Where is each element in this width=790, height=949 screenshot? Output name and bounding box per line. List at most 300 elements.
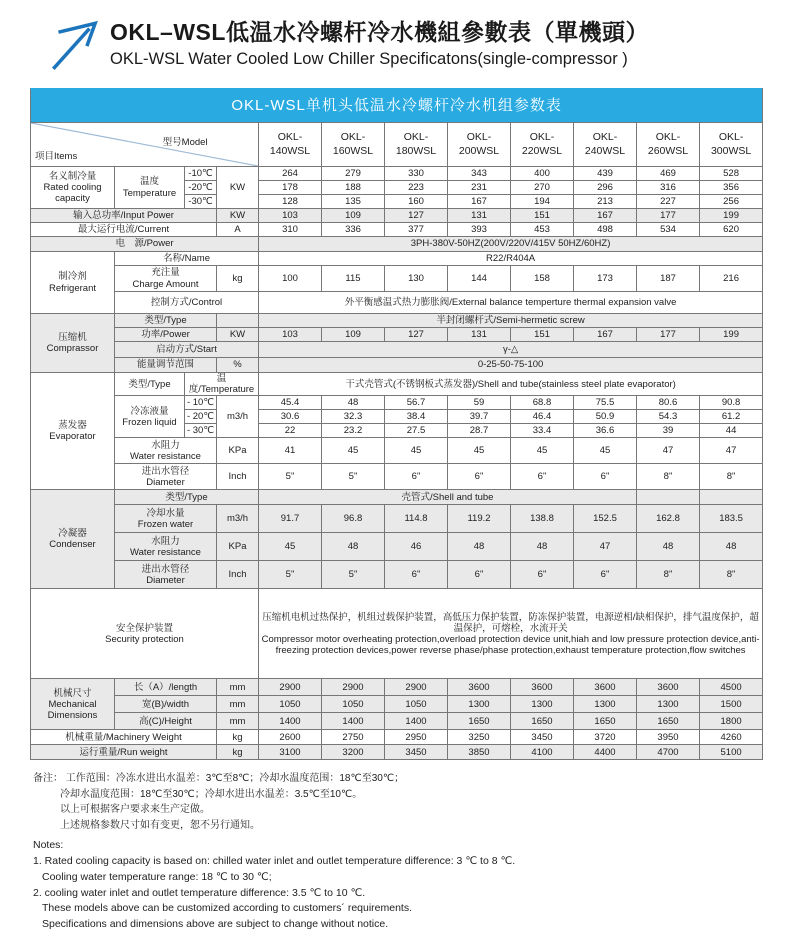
unit-cell: % bbox=[217, 358, 259, 373]
value-cell: 223 bbox=[385, 181, 448, 195]
label-condenser-type: 类型/Type bbox=[115, 490, 259, 505]
label-zh: 冷冻液量 bbox=[130, 405, 169, 417]
label-en: Charge Amount bbox=[132, 278, 199, 290]
note-line: Cooling water temperature range: 18 ℃ to 30 ℃; bbox=[42, 870, 272, 883]
value-cell: 5" bbox=[259, 561, 322, 589]
label-en: Temperature bbox=[122, 187, 177, 199]
unit-cell: Inch bbox=[217, 561, 259, 589]
value-cell: 130 bbox=[385, 266, 448, 292]
temp-label: -30℃ bbox=[185, 195, 217, 209]
value-cell: 1050 bbox=[322, 696, 385, 713]
model-header bbox=[448, 123, 511, 167]
model-top: OKL- bbox=[466, 130, 492, 143]
row-condenser-type bbox=[31, 490, 763, 505]
value-cell: 3720 bbox=[574, 730, 637, 745]
page-title-en: OKL-WSL Water Cooled Low Chiller Specificatons(single-compressor ) bbox=[110, 50, 628, 68]
row-charge-amount bbox=[31, 266, 763, 292]
unit-cell: KPa bbox=[217, 438, 259, 464]
value-cell: 4100 bbox=[511, 745, 574, 760]
unit-cell: mm bbox=[217, 696, 259, 713]
label-run-weight: 运行重量/Run weight bbox=[31, 745, 217, 760]
value-cell: 100 bbox=[259, 266, 322, 292]
value-cell: 213 bbox=[574, 195, 637, 209]
value-cell: 135 bbox=[322, 195, 385, 209]
value-cell: 103 bbox=[259, 209, 322, 223]
control-value: 外平衡感温式热力膨胀阀/External balance temperture thermal expansion valve bbox=[259, 292, 763, 314]
value-cell: 2950 bbox=[385, 730, 448, 745]
label-zh: 温度 bbox=[139, 176, 159, 188]
value-cell: 80.6 bbox=[637, 396, 700, 410]
label-current: 最大运行电流/Current bbox=[31, 223, 217, 237]
value-cell: 3600 bbox=[637, 679, 700, 696]
value-cell: 1300 bbox=[574, 696, 637, 713]
unit-cell: kg bbox=[217, 745, 259, 760]
section-label-zh: 蒸发器 bbox=[58, 420, 87, 431]
condenser-type-value: 壳管式/Shell and tube bbox=[259, 490, 637, 505]
model-top: OKL- bbox=[529, 130, 555, 143]
label-evap-diameter bbox=[115, 464, 217, 490]
label-evaporator-temp: 温度/Temperature bbox=[185, 373, 259, 396]
value-cell: 3250 bbox=[448, 730, 511, 745]
value-cell: 47 bbox=[637, 438, 700, 464]
row-cond-diameter bbox=[31, 561, 763, 589]
value-cell: 187 bbox=[637, 266, 700, 292]
row-refrigerant-name bbox=[31, 252, 763, 266]
label-height: 高(C)/Height bbox=[115, 713, 217, 730]
value-cell: 103 bbox=[259, 328, 322, 342]
value-cell: 178 bbox=[259, 181, 322, 195]
value-cell: 22 bbox=[259, 424, 322, 438]
value-cell: 3600 bbox=[574, 679, 637, 696]
unit-cell: KW bbox=[217, 167, 259, 209]
value-cell: 439 bbox=[574, 167, 637, 181]
section-dimensions bbox=[31, 679, 115, 730]
note-line: 冷却水温度范围：18℃至30℃；冷却水进出水温差：3.5℃至10℃。 bbox=[60, 788, 363, 800]
value-cell: 2750 bbox=[322, 730, 385, 745]
value-cell: 48 bbox=[322, 533, 385, 561]
value-cell: 183.5 bbox=[700, 505, 763, 533]
unit-cell: mm bbox=[217, 713, 259, 730]
value-cell: 6" bbox=[511, 464, 574, 490]
section-label-zh: 机械尺寸 bbox=[53, 687, 92, 699]
value-cell: 5" bbox=[259, 464, 322, 490]
model-header bbox=[574, 123, 637, 167]
label-en: Diameter bbox=[146, 476, 185, 488]
label-zh: 水阻力 bbox=[151, 439, 180, 451]
temp-label: -20℃ bbox=[185, 181, 217, 195]
value-cell: 6" bbox=[574, 464, 637, 490]
model-label: 型号Model bbox=[162, 137, 208, 148]
note-line: These models above can be customized according to customers´ requirements. bbox=[42, 902, 413, 915]
value-cell: 44 bbox=[700, 424, 763, 438]
value-cell: 400 bbox=[511, 167, 574, 181]
section-label-zh: 冷凝器 bbox=[58, 528, 87, 540]
value-cell: 23.2 bbox=[322, 424, 385, 438]
value-cell: 1400 bbox=[322, 713, 385, 730]
value-cell: 1650 bbox=[574, 713, 637, 730]
title-block bbox=[110, 12, 649, 69]
value-cell: 279 bbox=[322, 167, 385, 181]
label-en: Diameter bbox=[146, 574, 185, 586]
note-line: 以上可根据客户要求来生产定做。 bbox=[60, 804, 210, 816]
row-table-header bbox=[31, 123, 763, 167]
label-en: Water resistance bbox=[130, 450, 201, 462]
label-en: Frozen liquid bbox=[122, 416, 177, 428]
value-cell: 1400 bbox=[385, 713, 448, 730]
model-header bbox=[385, 123, 448, 167]
unit-cell: KW bbox=[217, 209, 259, 223]
value-cell: 4700 bbox=[637, 745, 700, 760]
section-compressor bbox=[31, 314, 115, 373]
label-machinery-weight: 机械重量/Machinery Weight bbox=[31, 730, 217, 745]
value-cell: 45 bbox=[385, 438, 448, 464]
section-label-zh: 制冷剂 bbox=[58, 271, 87, 283]
value-cell: 5" bbox=[322, 464, 385, 490]
note-line: 备注： 工作范围：冷冻水进出水温差：3℃至8℃；冷却水温度范围：18℃至30℃； bbox=[33, 773, 405, 785]
value-cell: 2900 bbox=[385, 679, 448, 696]
row-evap-water-resistance bbox=[31, 438, 763, 464]
value-cell: 45 bbox=[448, 438, 511, 464]
value-cell: 4260 bbox=[700, 730, 763, 745]
brand-logo bbox=[44, 12, 106, 74]
value-cell: 1300 bbox=[637, 696, 700, 713]
value-cell: 152.5 bbox=[574, 505, 637, 533]
value-cell: 199 bbox=[700, 328, 763, 342]
section-condenser bbox=[31, 490, 115, 589]
label-temperature bbox=[115, 167, 185, 209]
label-frozen-liquid bbox=[115, 396, 185, 438]
value-cell: 6" bbox=[574, 561, 637, 589]
row-control bbox=[31, 292, 763, 314]
row-frozen-liquid-minus10 bbox=[31, 396, 763, 410]
label-evap-water-resistance bbox=[115, 438, 217, 464]
label-power-supply: 电 源/Power bbox=[31, 237, 259, 252]
label-zh: 进出水管径 bbox=[141, 563, 190, 575]
row-evap-diameter bbox=[31, 464, 763, 490]
value-cell: 534 bbox=[637, 223, 700, 237]
value-cell: 393 bbox=[448, 223, 511, 237]
empty-cell bbox=[637, 490, 700, 505]
value-cell: 48 bbox=[637, 533, 700, 561]
label-compressor-power: 功率/Power bbox=[115, 328, 217, 342]
unit-cell: Inch bbox=[217, 464, 259, 490]
value-cell: 91.7 bbox=[259, 505, 322, 533]
model-top: OKL- bbox=[277, 130, 303, 143]
value-cell: 38.4 bbox=[385, 410, 448, 424]
value-cell: 199 bbox=[700, 209, 763, 223]
label-start-mode: 启动方式/Start bbox=[115, 342, 259, 358]
value-cell: 47 bbox=[574, 533, 637, 561]
row-security-protection bbox=[31, 589, 763, 679]
value-cell: 39.7 bbox=[448, 410, 511, 424]
value-cell: 264 bbox=[259, 167, 322, 181]
value-cell: 167 bbox=[574, 209, 637, 223]
model-bottom: 180WSL bbox=[395, 144, 437, 157]
label-en: Water resistance bbox=[130, 546, 201, 558]
value-cell: 109 bbox=[322, 328, 385, 342]
model-header bbox=[322, 123, 385, 167]
page-title-zh: OKL–WSL低温水冷螺杆冷水機組參數表（單機頭） bbox=[110, 19, 649, 45]
value-cell: 41 bbox=[259, 438, 322, 464]
label-zh: 充注量 bbox=[151, 267, 180, 279]
value-cell: 6" bbox=[448, 561, 511, 589]
section-label-en: Evaporator bbox=[49, 431, 96, 443]
value-cell: 151 bbox=[511, 328, 574, 342]
section-label-en: Mechanical Dimensions bbox=[47, 698, 98, 721]
label-control: 控制方式/Control bbox=[115, 292, 259, 314]
label-refrigerant-name: 名称/Name bbox=[115, 252, 259, 266]
value-cell: 2900 bbox=[259, 679, 322, 696]
label-cooling-water bbox=[115, 505, 217, 533]
row-current bbox=[31, 223, 763, 237]
section-label-en: Rated cooling capacity bbox=[43, 181, 102, 205]
value-cell: 48 bbox=[448, 533, 511, 561]
unit-cell: kg bbox=[217, 266, 259, 292]
value-cell: 3950 bbox=[637, 730, 700, 745]
corner-cell bbox=[31, 123, 259, 167]
temp-label: - 20℃ bbox=[185, 410, 217, 424]
temp-label: - 30℃ bbox=[185, 424, 217, 438]
value-cell: 6" bbox=[511, 561, 574, 589]
section-rated-cooling bbox=[31, 167, 115, 209]
value-cell: 1300 bbox=[448, 696, 511, 713]
value-cell: 45 bbox=[511, 438, 574, 464]
value-cell: 336 bbox=[322, 223, 385, 237]
value-cell: 45 bbox=[322, 438, 385, 464]
model-bottom: 160WSL bbox=[332, 144, 374, 157]
value-cell: 167 bbox=[448, 195, 511, 209]
value-cell: 3200 bbox=[322, 745, 385, 760]
value-cell: 1400 bbox=[259, 713, 322, 730]
notes-zh bbox=[33, 771, 790, 833]
value-cell: 231 bbox=[448, 181, 511, 195]
start-mode-value: γ-△ bbox=[259, 342, 763, 358]
unit-cell: KW bbox=[217, 328, 259, 342]
model-top: OKL- bbox=[592, 130, 618, 143]
value-cell: 46.4 bbox=[511, 410, 574, 424]
note-line: Notes: bbox=[33, 839, 64, 852]
temp-label: -10℃ bbox=[185, 167, 217, 181]
temp-label: - 10℃ bbox=[185, 396, 217, 410]
arrow-up-right-icon bbox=[44, 12, 106, 74]
value-cell: 138.8 bbox=[511, 505, 574, 533]
section-label-en: Refrigerant bbox=[49, 282, 96, 294]
model-bottom: 140WSL bbox=[269, 144, 311, 157]
spec-table bbox=[30, 88, 763, 760]
unit-cell: KPa bbox=[217, 533, 259, 561]
model-bottom: 300WSL bbox=[710, 144, 752, 157]
evaporator-type-value: 干式壳管式(不锈钢板式蒸发器)/Shell and tube(stainless steel plate evaporator) bbox=[259, 373, 763, 396]
value-cell: 3600 bbox=[511, 679, 574, 696]
model-bottom: 240WSL bbox=[584, 144, 626, 157]
value-cell: 45.4 bbox=[259, 396, 322, 410]
value-cell: 3600 bbox=[448, 679, 511, 696]
label-input-power: 输入总功率/Input Power bbox=[31, 209, 217, 223]
notes-en bbox=[33, 838, 790, 933]
section-refrigerant bbox=[31, 252, 115, 314]
row-length bbox=[31, 679, 763, 696]
label-en: Frozen water bbox=[137, 518, 194, 530]
label-security-protection bbox=[31, 589, 259, 679]
row-banner bbox=[31, 89, 763, 123]
model-top: OKL- bbox=[340, 130, 366, 143]
table-banner: OKL-WSL单机头低温水冷螺杆冷水机组参数表 bbox=[31, 89, 763, 123]
items-label: 项目Items bbox=[35, 150, 78, 162]
value-cell: 119.2 bbox=[448, 505, 511, 533]
value-cell: 5100 bbox=[700, 745, 763, 760]
model-top: OKL- bbox=[403, 130, 429, 143]
value-cell: 8" bbox=[700, 464, 763, 490]
label-zh: 冷却水量 bbox=[146, 507, 185, 519]
value-cell: 56.7 bbox=[385, 396, 448, 410]
security-text-en: Compressor motor overheating protection,overload protection device unit,hiah and low pressure protection device,anti-freezing protection devices,power reverse phase/phase protection,exhaust temperature protection,flow switches bbox=[261, 633, 760, 657]
value-cell: 158 bbox=[511, 266, 574, 292]
value-cell: 498 bbox=[574, 223, 637, 237]
energy-range-value: 0-25-50-75-100 bbox=[259, 358, 763, 373]
label-zh: 水阻力 bbox=[151, 535, 180, 547]
value-cell: 270 bbox=[511, 181, 574, 195]
model-bottom: 200WSL bbox=[458, 144, 500, 157]
value-cell: 1500 bbox=[700, 696, 763, 713]
value-cell: 177 bbox=[637, 209, 700, 223]
value-cell: 194 bbox=[511, 195, 574, 209]
value-cell: 128 bbox=[259, 195, 322, 209]
note-line: 上述规格参数尺寸如有变更，恕不另行通知。 bbox=[60, 819, 260, 831]
unit-cell: A bbox=[217, 223, 259, 237]
value-cell: 75.5 bbox=[574, 396, 637, 410]
value-cell: 144 bbox=[448, 266, 511, 292]
value-cell: 1650 bbox=[511, 713, 574, 730]
label-width: 宽(B)/width bbox=[115, 696, 217, 713]
label-charge-amount bbox=[115, 266, 217, 292]
value-cell: 528 bbox=[700, 167, 763, 181]
label-en: Security protection bbox=[105, 633, 184, 645]
value-cell: 131 bbox=[448, 209, 511, 223]
value-cell: 27.5 bbox=[385, 424, 448, 438]
label-length: 长（A）/length bbox=[115, 679, 217, 696]
value-cell: 45 bbox=[259, 533, 322, 561]
value-cell: 48 bbox=[700, 533, 763, 561]
label-energy-range: 能量调节范围 bbox=[115, 358, 217, 373]
section-label-en: Comprassor bbox=[46, 343, 99, 354]
value-cell: 3850 bbox=[448, 745, 511, 760]
unit-cell: m3/h bbox=[217, 396, 259, 438]
value-cell: 177 bbox=[637, 328, 700, 342]
row-power-supply bbox=[31, 237, 763, 252]
value-cell: 45 bbox=[574, 438, 637, 464]
label-zh: 安全保护装置 bbox=[115, 622, 173, 634]
row-run-weight bbox=[31, 745, 763, 760]
value-cell: 61.2 bbox=[700, 410, 763, 424]
row-compressor-type bbox=[31, 314, 763, 328]
value-cell: 39 bbox=[637, 424, 700, 438]
row-height bbox=[31, 713, 763, 730]
model-header bbox=[700, 123, 763, 167]
value-cell: 32.3 bbox=[322, 410, 385, 424]
value-cell: 47 bbox=[700, 438, 763, 464]
model-header bbox=[511, 123, 574, 167]
section-evaporator bbox=[31, 373, 115, 490]
value-cell: 453 bbox=[511, 223, 574, 237]
value-cell: 6" bbox=[385, 561, 448, 589]
power-supply-value: 3PH-380V-50HZ(200V/220V/415V 50HZ/60HZ) bbox=[259, 237, 763, 252]
value-cell: 316 bbox=[637, 181, 700, 195]
label-cond-water-resistance bbox=[115, 533, 217, 561]
value-cell: 115 bbox=[322, 266, 385, 292]
label-compressor-type: 类型/Type bbox=[115, 314, 217, 328]
label-cond-diameter bbox=[115, 561, 217, 589]
model-bottom: 220WSL bbox=[521, 144, 563, 157]
value-cell: 50.9 bbox=[574, 410, 637, 424]
row-input-power bbox=[31, 209, 763, 223]
value-cell: 1800 bbox=[700, 713, 763, 730]
value-cell: 343 bbox=[448, 167, 511, 181]
value-cell: 4400 bbox=[574, 745, 637, 760]
value-cell: 162.8 bbox=[637, 505, 700, 533]
value-cell: 216 bbox=[700, 266, 763, 292]
model-header bbox=[637, 123, 700, 167]
value-cell: 8" bbox=[700, 561, 763, 589]
security-text-zh: 压缩机电机过热保护，机组过载保护装置，高低压力保护装置，防冻保护装置，电源逆相/缺相保护，排气温度保护，超温保护，可熔栓，水流开关 bbox=[262, 611, 759, 634]
label-zh: 进出水管径 bbox=[141, 465, 190, 477]
document-header bbox=[0, 0, 790, 82]
section-label-zh: 压缩机 bbox=[58, 331, 87, 343]
model-bottom: 260WSL bbox=[647, 144, 689, 157]
value-cell: 3450 bbox=[511, 730, 574, 745]
note-line: Specifications and dimensions above are subject to change without notice. bbox=[42, 918, 389, 931]
value-cell: 33.4 bbox=[511, 424, 574, 438]
value-cell: 131 bbox=[448, 328, 511, 342]
value-cell: 109 bbox=[322, 209, 385, 223]
row-machinery-weight bbox=[31, 730, 763, 745]
value-cell: 2600 bbox=[259, 730, 322, 745]
row-cooling-water bbox=[31, 505, 763, 533]
model-top: OKL- bbox=[655, 130, 681, 143]
value-cell: 160 bbox=[385, 195, 448, 209]
value-cell: 377 bbox=[385, 223, 448, 237]
value-cell: 6" bbox=[448, 464, 511, 490]
value-cell: 1050 bbox=[385, 696, 448, 713]
label-evaporator-type: 类型/Type bbox=[115, 373, 185, 396]
refrigerant-name-value: R22/R404A bbox=[259, 252, 763, 266]
value-cell: 28.7 bbox=[448, 424, 511, 438]
value-cell: 59 bbox=[448, 396, 511, 410]
row-energy-range bbox=[31, 358, 763, 373]
section-label-en: Condenser bbox=[49, 539, 96, 551]
model-top: OKL- bbox=[718, 130, 744, 143]
value-cell: 1050 bbox=[259, 696, 322, 713]
value-cell: 127 bbox=[385, 328, 448, 342]
unit-cell: kg bbox=[217, 730, 259, 745]
value-cell: 151 bbox=[511, 209, 574, 223]
note-line: 2. cooling water inlet and outlet temperature difference: 3.5 ℃ to 10 ℃. bbox=[33, 886, 366, 899]
value-cell: 3100 bbox=[259, 745, 322, 760]
value-cell: 96.8 bbox=[322, 505, 385, 533]
empty-cell bbox=[217, 314, 259, 328]
row-evaporator-type bbox=[31, 373, 763, 396]
value-cell: 167 bbox=[574, 328, 637, 342]
value-cell: 1650 bbox=[637, 713, 700, 730]
value-cell: 256 bbox=[700, 195, 763, 209]
value-cell: 296 bbox=[574, 181, 637, 195]
value-cell: 620 bbox=[700, 223, 763, 237]
value-cell: 3450 bbox=[385, 745, 448, 760]
value-cell: 1300 bbox=[511, 696, 574, 713]
row-rated-minus10 bbox=[31, 167, 763, 181]
value-cell: 36.6 bbox=[574, 424, 637, 438]
row-compressor-power bbox=[31, 328, 763, 342]
unit-cell: m3/h bbox=[217, 505, 259, 533]
